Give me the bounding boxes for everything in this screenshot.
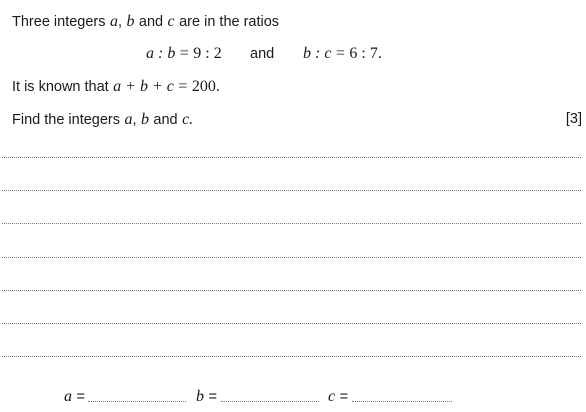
comma: , bbox=[117, 14, 122, 30]
working-line-7[interactable] bbox=[2, 356, 581, 357]
intro-text: Three integers bbox=[12, 14, 106, 30]
answer-c-label bbox=[328, 388, 348, 406]
working-line-3[interactable] bbox=[2, 223, 581, 224]
find-var-b: b bbox=[140, 111, 149, 128]
answer-a-var: a bbox=[64, 388, 72, 405]
find-comma: , bbox=[132, 112, 137, 128]
known-expr: a + b + c bbox=[113, 78, 174, 95]
answer-c-var: c bbox=[328, 388, 336, 405]
ratio-ab-rhs: 9 : 2 bbox=[193, 45, 222, 62]
answer-a-label bbox=[64, 388, 85, 406]
answer-a-eq: = bbox=[76, 389, 85, 405]
find-instruction bbox=[12, 111, 193, 129]
find-text: Find the integers bbox=[12, 112, 121, 128]
answer-c-eq: = bbox=[339, 389, 349, 405]
known-sum bbox=[12, 78, 220, 96]
answer-b-field[interactable] bbox=[221, 401, 319, 402]
ratio-ab bbox=[146, 45, 222, 63]
working-line-2[interactable] bbox=[2, 190, 581, 191]
answer-a-field[interactable] bbox=[88, 401, 186, 402]
find-var-a: a bbox=[124, 111, 133, 128]
var-c: c bbox=[167, 13, 175, 30]
ratio-bc bbox=[303, 45, 382, 63]
and-word-intro: and bbox=[138, 14, 164, 30]
working-line-6[interactable] bbox=[2, 323, 581, 324]
ratio-bc-rhs: 6 : 7. bbox=[349, 45, 382, 62]
ratio-connector: and bbox=[250, 46, 275, 62]
intro-tail: are in the ratios bbox=[179, 14, 280, 30]
known-eq: = bbox=[178, 78, 188, 95]
marks-badge: [3] bbox=[565, 111, 582, 127]
known-text: It is known that bbox=[12, 79, 109, 95]
ratio-bc-eq: = bbox=[335, 45, 345, 62]
var-a: a bbox=[109, 13, 118, 30]
working-line-5[interactable] bbox=[2, 290, 581, 291]
answer-b-eq: = bbox=[208, 389, 217, 405]
question-intro bbox=[12, 13, 279, 31]
known-value: 200. bbox=[191, 78, 220, 95]
ratio-ab-eq: = bbox=[179, 45, 189, 62]
working-line-4[interactable] bbox=[2, 257, 581, 258]
find-and: and bbox=[153, 112, 178, 128]
var-b: b bbox=[126, 13, 135, 30]
ratio-ab-lhs: a : b bbox=[146, 45, 176, 62]
working-line-1[interactable] bbox=[2, 157, 581, 158]
answer-b-var: b bbox=[196, 388, 204, 405]
find-var-c: c. bbox=[182, 111, 194, 128]
ratio-bc-lhs: b : c bbox=[303, 45, 332, 62]
answer-b-label bbox=[196, 388, 217, 406]
answer-c-field[interactable] bbox=[352, 401, 452, 402]
